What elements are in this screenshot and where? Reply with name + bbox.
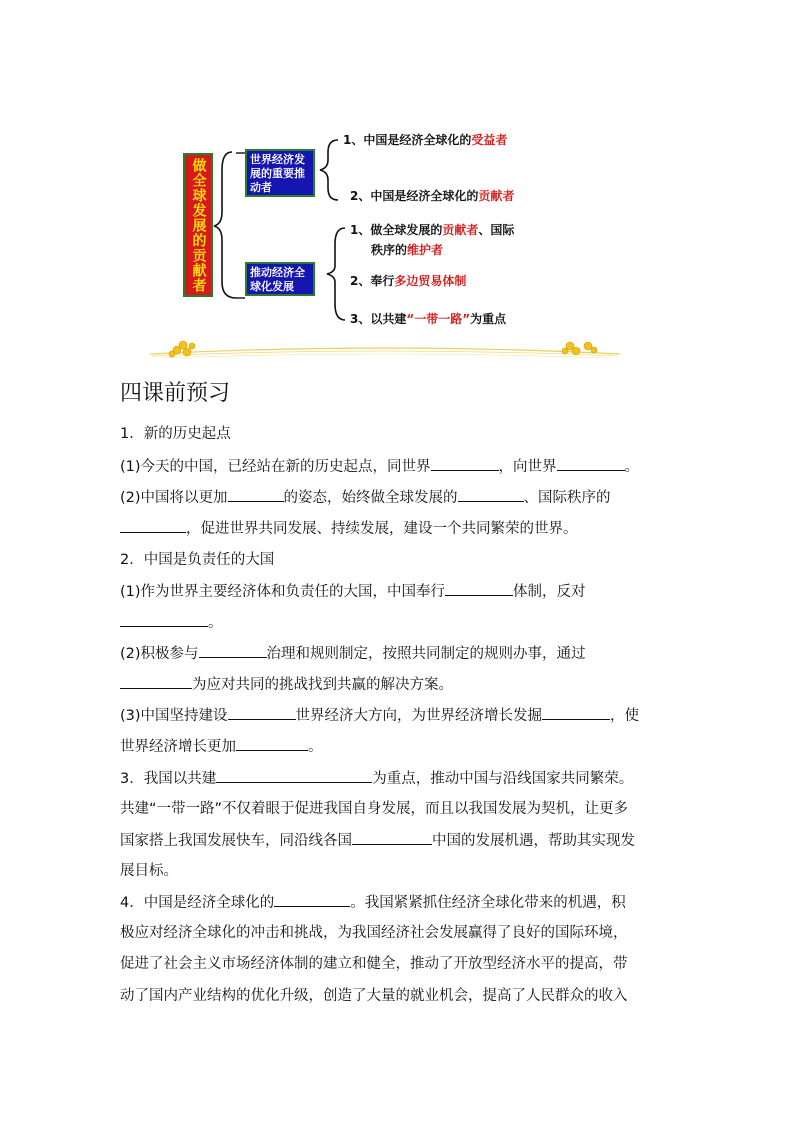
answer-blank[interactable] bbox=[458, 487, 524, 502]
mindmap-item: 秩序的维护者 bbox=[371, 243, 444, 257]
text-line: 3．我国以共建 为重点，推动中国与沿线国家共同繁荣。 bbox=[120, 768, 633, 789]
text-line: 展目标。 bbox=[120, 863, 178, 879]
text-line: 4．中国是经济全球化的 。我国紧紧抓住经济全球化带来的机遇，积 bbox=[120, 892, 626, 913]
text-line: (3)中国坚持建设 世界经济大方向，为世界经济增长发掘 ，使 bbox=[120, 705, 639, 726]
answer-blank[interactable] bbox=[352, 830, 432, 845]
text-line: (1)今天的中国，已经站在新的历史起点，同世界 ，向世界 。 bbox=[120, 456, 639, 477]
mindmap-item: 2、中国是经济全球化的贡献者 bbox=[350, 189, 515, 203]
text-line: 促进了社会主义市场经济体制的建立和健全，推动了开放型经济水平的提高，带 bbox=[120, 956, 628, 972]
mindmap-braces bbox=[0, 0, 794, 340]
text-line: 共建“一带一路”不仅着眼于促进我国自身发展，而且以我国发展为契机，让更多 bbox=[120, 801, 629, 817]
answer-blank[interactable] bbox=[274, 892, 350, 907]
mindmap-item: 1、做全球发展的贡献者、国际 bbox=[350, 223, 515, 237]
answer-blank[interactable] bbox=[120, 612, 208, 627]
text-line: 。 bbox=[120, 612, 223, 633]
answer-blank[interactable] bbox=[120, 674, 192, 689]
answer-blank[interactable] bbox=[228, 705, 296, 720]
mindmap-root: 做全球发展的贡献者 bbox=[183, 153, 213, 297]
answer-blank[interactable] bbox=[228, 487, 284, 502]
text-line: (2)中国将以更加 的姿态，始终做全球发展的 、国际秩序的 bbox=[120, 487, 611, 508]
mindmap-item: 3、以共建“一带一路”为重点 bbox=[350, 312, 507, 326]
text-line: 世界经济增长更加 。 bbox=[120, 736, 323, 757]
flower-divider bbox=[140, 336, 630, 366]
mindmap-branch2: 推动经济全球化发展 bbox=[245, 262, 315, 296]
text-line: 国家搭上我国发展快车，同沿线各国 中国的发展机遇，帮助其实现发 bbox=[120, 830, 635, 851]
text-line: 极应对经济全球化的冲击和挑战，为我国经济社会发展赢得了良好的国际环境， bbox=[120, 925, 628, 941]
text-line: 动了国内产业结构的优化升级，创造了大量的就业机会，提高了人民群众的收入 bbox=[120, 988, 628, 1004]
answer-blank[interactable] bbox=[557, 456, 625, 471]
answer-blank[interactable] bbox=[120, 518, 186, 533]
answer-blank[interactable] bbox=[236, 736, 308, 751]
answer-blank[interactable] bbox=[199, 643, 267, 658]
mindmap-item: 1、中国是经济全球化的受益者 bbox=[343, 133, 508, 147]
answer-blank[interactable] bbox=[216, 768, 372, 783]
answer-blank[interactable] bbox=[445, 581, 513, 596]
text-line: ，促进世界共同发展、持续发展，建设一个共同繁荣的世界。 bbox=[120, 518, 578, 539]
text-line: 2．中国是负责任的大国 bbox=[120, 552, 275, 568]
text-line: 1．新的历史起点 bbox=[120, 426, 231, 442]
mindmap-branch1: 世界经济发展的重要推动者 bbox=[245, 149, 315, 197]
answer-blank[interactable] bbox=[431, 456, 499, 471]
section-title: 四课前预习 bbox=[120, 381, 231, 406]
text-line: 为应对共同的挑战找到共赢的解决方案。 bbox=[120, 674, 453, 695]
mindmap-item: 2、奉行多边贸易体制 bbox=[350, 274, 467, 288]
text-line: (2)积极参与 治理和规则制定，按照共同制定的规则办事，通过 bbox=[120, 643, 586, 664]
answer-blank[interactable] bbox=[542, 705, 610, 720]
text-line: (1)作为世界主要经济体和负责任的大国，中国奉行 体制，反对 bbox=[120, 581, 586, 602]
